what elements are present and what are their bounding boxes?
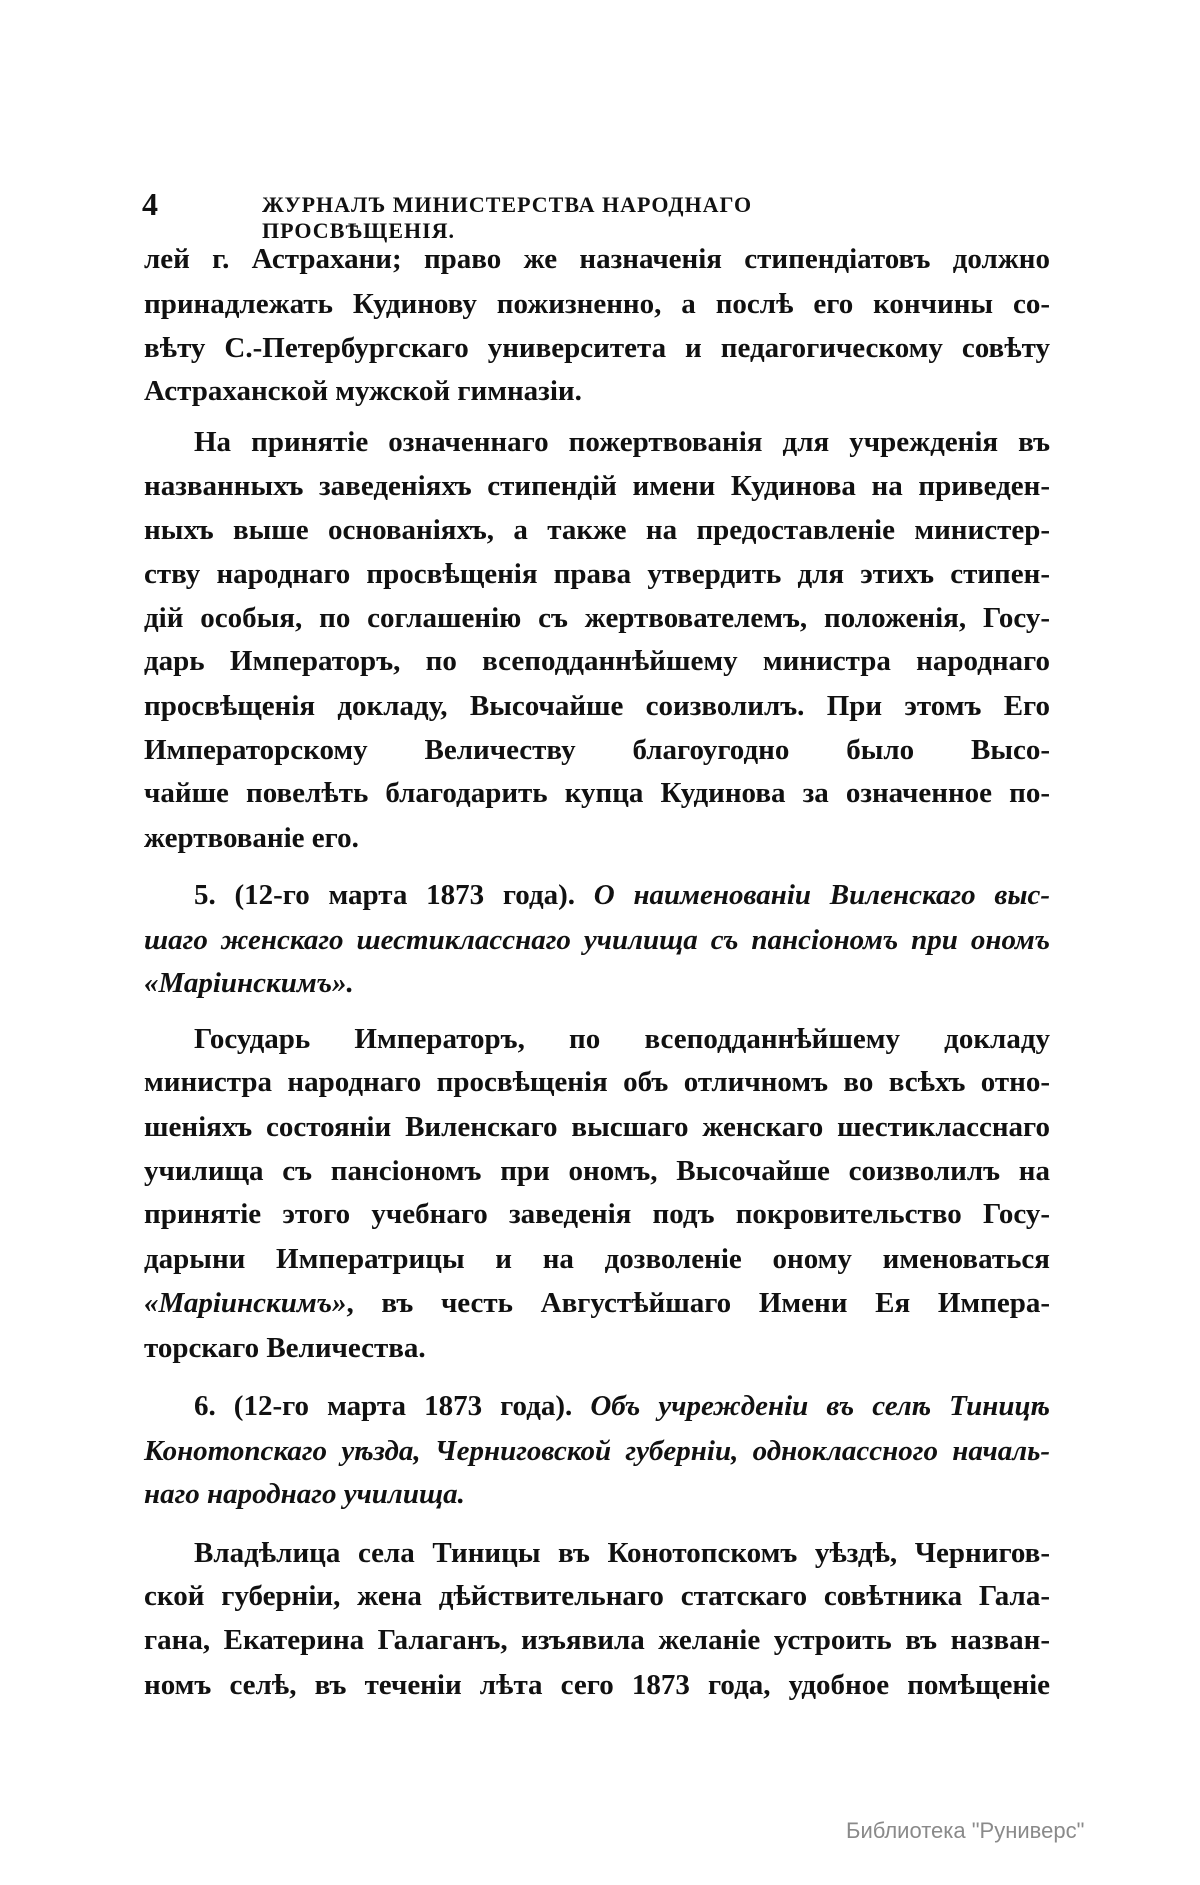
- text-line: [194, 877, 1050, 913]
- text-line: [144, 600, 1050, 636]
- text-segment: На принятіе означеннаго пожертвованія для учрежденія въ: [194, 425, 1050, 458]
- text-line: [144, 556, 1050, 592]
- text-segment: , въ честь Августѣйшаго Имени Ея Импера-: [346, 1287, 1050, 1320]
- text-line-paragraph-end: [144, 373, 1050, 409]
- text-line: [144, 512, 1050, 548]
- text-line: [144, 732, 1050, 768]
- text-segment: принадлежать Кудинову пожизненно, а послѣ его кончины со-: [144, 287, 1050, 320]
- italic-text-segment: наго народнаго училища.: [144, 1478, 465, 1510]
- text-segment: училища съ пансіономъ при ономъ, Высочайше соизволилъ на: [144, 1155, 1050, 1188]
- text-line-paragraph-end: [144, 820, 1050, 856]
- text-segment: министра народнаго просвѣщенія объ отличномъ во всѣхъ отно-: [144, 1066, 1050, 1099]
- text-segment: 6. (12-го марта 1873 года).: [194, 1390, 591, 1423]
- text-line: [144, 330, 1050, 366]
- text-segment: дарыни Императрицы и на дозволеніе оному именоваться: [144, 1242, 1050, 1275]
- text-segment: Астраханской мужской гимназіи.: [144, 375, 582, 408]
- text-line: [144, 775, 1050, 811]
- text-line: [144, 1667, 1050, 1703]
- text-line: [144, 1433, 1050, 1469]
- text-segment: принятіе этого учебнаго заведенія подъ покровительство Госу-: [144, 1198, 1050, 1231]
- text-line: [144, 1109, 1050, 1145]
- text-segment: просвѣщенія докладу, Высочайше соизволилъ. При этомъ Его: [144, 689, 1050, 722]
- text-line: [194, 1021, 1050, 1057]
- text-segment: торскаго Величества.: [144, 1331, 426, 1364]
- text-segment: 5. (12-го марта 1873 года).: [194, 879, 594, 912]
- text-line: [144, 1285, 1050, 1321]
- text-line: [144, 1064, 1050, 1100]
- library-watermark: Библиотека "Руниверс": [846, 1818, 1085, 1843]
- text-line-paragraph-end: [144, 1476, 1050, 1512]
- text-line: [144, 286, 1050, 322]
- text-segment: Императорскому Величеству благоугодно было Высо-: [144, 734, 1050, 766]
- text-segment: дій особыя, по соглашенію съ жертвователемъ, положенія, Госу-: [144, 602, 1050, 634]
- text-segment: чайше повелѣть благодарить купца Кудинова за означенное по-: [144, 777, 1050, 810]
- text-line: [194, 1535, 1050, 1571]
- italic-text-segment: «Маріинскимъ»: [144, 1287, 347, 1320]
- text-line: [144, 468, 1050, 504]
- text-segment: Государь Императоръ, по всеподданнѣйшему докладу: [194, 1023, 1050, 1056]
- text-line-paragraph-end: [144, 1330, 1050, 1366]
- text-line: [144, 1622, 1050, 1658]
- text-segment: лей г. Астрахани; право же назначенія стипендіатовъ должно: [144, 243, 1050, 276]
- text-line: [144, 688, 1050, 724]
- text-segment: ныхъ выше основаніяхъ, а также на предоставленіе министер-: [144, 514, 1050, 547]
- text-line: [144, 1196, 1050, 1232]
- text-segment: гана, Екатерина Галаганъ, изъявила желаніе устроить въ назван-: [144, 1624, 1050, 1657]
- text-segment: названныхъ заведеніяхъ стипендій имени Кудинова на приведен-: [144, 470, 1050, 502]
- italic-text-segment: Объ учрежденіи въ селѣ Тиницѣ: [590, 1390, 1050, 1423]
- italic-text-segment: шаго женскаго шестикласснаго училища съ пансіономъ при ономъ: [144, 923, 1050, 956]
- text-line: [144, 1241, 1050, 1277]
- italic-text-segment: Конотопскаго уѣзда, Черниговской губерніи, одноклассного началь-: [144, 1434, 1050, 1467]
- text-segment: дарь Императоръ, по всеподданнѣйшему министра народнаго: [144, 645, 1050, 678]
- text-segment: ству народнаго просвѣщенія права утвердить для этихъ стипен-: [144, 557, 1050, 590]
- text-segment: шеніяхъ состояніи Виленскаго высшаго женскаго шестикласснаго: [144, 1110, 1050, 1143]
- text-segment: жертвованіе его.: [144, 821, 359, 854]
- text-line: [194, 1388, 1050, 1424]
- text-line: [144, 643, 1050, 679]
- text-segment: Владѣлица села Тиницы въ Конотопскомъ уѣздѣ, Чернигов-: [194, 1536, 1050, 1569]
- text-line: [144, 1153, 1050, 1189]
- text-segment: ской губерніи, жена дѣйствительнаго статскаго совѣтника Гала-: [144, 1580, 1050, 1612]
- running-header: ЖУРНАЛЪ МИНИСТЕРСТВА НАРОДНАГО ПРОСВѢЩЕНІЯ.: [262, 192, 753, 243]
- text-line-paragraph-end: [144, 965, 1050, 1001]
- italic-text-segment: О наименованіи Виленскаго выс-: [593, 879, 1050, 912]
- text-segment: номъ селѣ, въ теченіи лѣта сего 1873 года, удобное помѣщеніе: [144, 1668, 1050, 1701]
- text-line: [144, 1578, 1050, 1614]
- text-line: [194, 424, 1050, 460]
- text-line: [144, 241, 1050, 277]
- text-line: [144, 922, 1050, 958]
- italic-text-segment: «Маріинскимъ».: [144, 966, 354, 999]
- page-number: 4: [142, 186, 158, 222]
- text-segment: вѣту С.-Петербургскаго университета и педагогическому совѣту: [144, 332, 1050, 364]
